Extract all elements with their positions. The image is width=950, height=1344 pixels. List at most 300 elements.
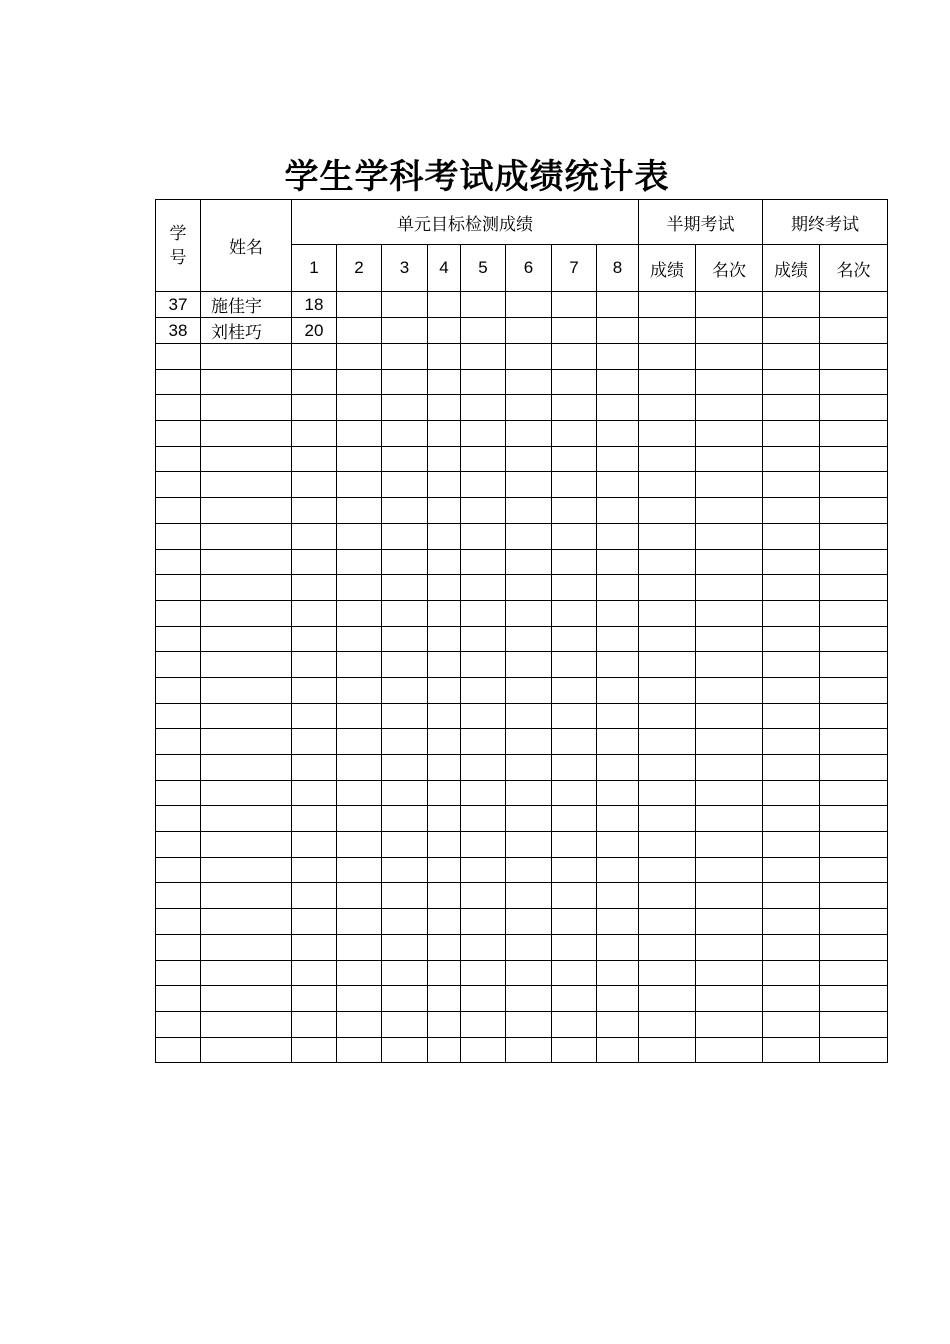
empty-cell bbox=[461, 575, 506, 601]
empty-cell bbox=[763, 498, 820, 524]
empty-cell bbox=[428, 857, 461, 883]
empty-cell bbox=[382, 780, 428, 806]
empty-cell bbox=[461, 909, 506, 935]
empty-cell bbox=[337, 832, 382, 858]
empty-cell bbox=[382, 883, 428, 909]
empty-cell bbox=[506, 857, 552, 883]
name-header: 姓名 bbox=[201, 200, 292, 292]
empty-cell bbox=[597, 1037, 639, 1063]
empty-cell bbox=[552, 677, 597, 703]
empty-cell bbox=[156, 780, 201, 806]
empty-cell bbox=[820, 703, 888, 729]
empty-cell bbox=[201, 986, 292, 1012]
empty-table-row bbox=[156, 883, 888, 909]
empty-cell bbox=[461, 472, 506, 498]
empty-table-row bbox=[156, 832, 888, 858]
empty-cell bbox=[337, 1011, 382, 1037]
empty-cell bbox=[337, 677, 382, 703]
unit-header-5: 5 bbox=[461, 245, 506, 292]
empty-cell bbox=[696, 909, 763, 935]
empty-cell bbox=[763, 575, 820, 601]
empty-cell bbox=[292, 600, 337, 626]
empty-cell bbox=[428, 575, 461, 601]
empty-cell bbox=[552, 523, 597, 549]
empty-cell bbox=[506, 703, 552, 729]
empty-cell bbox=[156, 395, 201, 421]
empty-cell bbox=[156, 806, 201, 832]
empty-cell bbox=[552, 1011, 597, 1037]
empty-cell bbox=[820, 344, 888, 370]
empty-cell bbox=[506, 626, 552, 652]
unit-test-group-header: 单元目标检测成绩 bbox=[292, 200, 639, 245]
empty-cell bbox=[506, 523, 552, 549]
empty-cell bbox=[763, 780, 820, 806]
empty-cell bbox=[552, 934, 597, 960]
empty-cell bbox=[337, 498, 382, 524]
empty-cell bbox=[337, 934, 382, 960]
empty-cell bbox=[639, 472, 696, 498]
empty-cell bbox=[552, 446, 597, 472]
empty-cell bbox=[763, 677, 820, 703]
empty-cell bbox=[201, 523, 292, 549]
empty-cell bbox=[156, 549, 201, 575]
empty-cell bbox=[382, 446, 428, 472]
empty-cell bbox=[428, 832, 461, 858]
empty-cell bbox=[382, 909, 428, 935]
empty-cell bbox=[337, 729, 382, 755]
empty-cell bbox=[552, 369, 597, 395]
empty-cell bbox=[506, 1011, 552, 1037]
empty-cell bbox=[763, 883, 820, 909]
empty-cell bbox=[506, 806, 552, 832]
empty-cell bbox=[639, 421, 696, 447]
table-row bbox=[156, 318, 888, 344]
empty-cell bbox=[763, 986, 820, 1012]
empty-cell bbox=[428, 986, 461, 1012]
empty-cell bbox=[201, 446, 292, 472]
empty-cell bbox=[597, 909, 639, 935]
empty-cell bbox=[506, 677, 552, 703]
empty-table-row bbox=[156, 677, 888, 703]
empty-cell bbox=[506, 344, 552, 370]
empty-cell bbox=[201, 575, 292, 601]
empty-cell bbox=[461, 652, 506, 678]
empty-cell bbox=[597, 1011, 639, 1037]
empty-cell bbox=[201, 934, 292, 960]
empty-cell bbox=[506, 421, 552, 447]
unit-header-2: 2 bbox=[337, 245, 382, 292]
empty-cell bbox=[156, 729, 201, 755]
empty-cell bbox=[763, 806, 820, 832]
empty-cell bbox=[292, 395, 337, 421]
empty-cell bbox=[696, 369, 763, 395]
empty-cell bbox=[461, 600, 506, 626]
empty-cell bbox=[337, 421, 382, 447]
empty-cell bbox=[696, 472, 763, 498]
empty-cell bbox=[382, 806, 428, 832]
empty-cell bbox=[428, 344, 461, 370]
unit-1-score-cell: 18 bbox=[292, 292, 337, 318]
empty-cell bbox=[292, 780, 337, 806]
empty-cell bbox=[337, 523, 382, 549]
empty-cell bbox=[820, 677, 888, 703]
empty-table-row bbox=[156, 1011, 888, 1037]
empty-cell bbox=[820, 446, 888, 472]
empty-cell bbox=[763, 472, 820, 498]
empty-cell bbox=[292, 986, 337, 1012]
empty-cell bbox=[201, 909, 292, 935]
empty-cell bbox=[382, 344, 428, 370]
empty-cell bbox=[292, 960, 337, 986]
empty-cell bbox=[696, 344, 763, 370]
empty-cell bbox=[696, 729, 763, 755]
empty-cell bbox=[201, 960, 292, 986]
empty-rows-body bbox=[156, 344, 888, 1063]
empty-cell bbox=[201, 600, 292, 626]
empty-cell bbox=[382, 549, 428, 575]
page-title: 学生学科考试成绩统计表 bbox=[284, 157, 670, 197]
empty-cell bbox=[696, 677, 763, 703]
empty-cell bbox=[696, 960, 763, 986]
unit-1-score-cell: 20 bbox=[292, 318, 337, 344]
empty-cell bbox=[820, 600, 888, 626]
empty-cell bbox=[506, 960, 552, 986]
empty-cell bbox=[597, 369, 639, 395]
empty-table-row bbox=[156, 806, 888, 832]
empty-table-row bbox=[156, 395, 888, 421]
header-row-1 bbox=[156, 200, 888, 245]
empty-cell bbox=[597, 421, 639, 447]
empty-cell bbox=[382, 652, 428, 678]
empty-cell bbox=[597, 703, 639, 729]
empty-cell bbox=[639, 934, 696, 960]
empty-cell bbox=[156, 960, 201, 986]
empty-cell bbox=[292, 523, 337, 549]
empty-cell bbox=[820, 575, 888, 601]
empty-cell bbox=[639, 703, 696, 729]
empty-cell bbox=[201, 626, 292, 652]
empty-cell bbox=[292, 832, 337, 858]
empty-table-row bbox=[156, 498, 888, 524]
empty-cell bbox=[763, 934, 820, 960]
empty-cell bbox=[696, 1037, 763, 1063]
empty-cell bbox=[292, 729, 337, 755]
empty-cell bbox=[461, 498, 506, 524]
empty-cell bbox=[552, 883, 597, 909]
empty-cell bbox=[506, 600, 552, 626]
empty-cell bbox=[597, 498, 639, 524]
empty-cell bbox=[461, 934, 506, 960]
empty-cell bbox=[156, 652, 201, 678]
empty-cell bbox=[696, 600, 763, 626]
empty-cell bbox=[201, 729, 292, 755]
empty-cell bbox=[156, 883, 201, 909]
empty-cell bbox=[552, 575, 597, 601]
empty-cell bbox=[820, 934, 888, 960]
empty-cell bbox=[696, 498, 763, 524]
empty-table-row bbox=[156, 575, 888, 601]
empty-cell bbox=[156, 677, 201, 703]
empty-cell bbox=[461, 395, 506, 421]
empty-cell bbox=[337, 344, 382, 370]
empty-cell bbox=[820, 729, 888, 755]
empty-cell bbox=[597, 677, 639, 703]
empty-cell bbox=[696, 780, 763, 806]
empty-cell bbox=[201, 652, 292, 678]
empty-cell bbox=[763, 446, 820, 472]
empty-table-row bbox=[156, 600, 888, 626]
empty-cell bbox=[820, 395, 888, 421]
empty-cell bbox=[552, 909, 597, 935]
empty-cell bbox=[696, 703, 763, 729]
empty-cell bbox=[428, 498, 461, 524]
empty-cell bbox=[820, 857, 888, 883]
empty-cell bbox=[597, 960, 639, 986]
empty-cell bbox=[597, 575, 639, 601]
empty-cell bbox=[382, 677, 428, 703]
empty-cell bbox=[382, 600, 428, 626]
empty-table-row bbox=[156, 369, 888, 395]
empty-cell bbox=[696, 395, 763, 421]
empty-cell bbox=[552, 755, 597, 781]
empty-cell bbox=[506, 652, 552, 678]
empty-table-row bbox=[156, 857, 888, 883]
unit-header-7: 7 bbox=[552, 245, 597, 292]
empty-cell bbox=[552, 986, 597, 1012]
empty-cell bbox=[428, 369, 461, 395]
empty-cell bbox=[820, 909, 888, 935]
empty-table-row bbox=[156, 934, 888, 960]
empty-cell bbox=[201, 395, 292, 421]
midterm-rank-header: 名次 bbox=[696, 245, 763, 292]
empty-cell bbox=[461, 703, 506, 729]
empty-cell bbox=[337, 575, 382, 601]
empty-cell bbox=[820, 806, 888, 832]
empty-cell bbox=[597, 806, 639, 832]
empty-cell bbox=[461, 986, 506, 1012]
empty-cell bbox=[506, 549, 552, 575]
empty-cell bbox=[428, 806, 461, 832]
empty-cell bbox=[763, 960, 820, 986]
empty-cell bbox=[461, 729, 506, 755]
empty-cell bbox=[696, 626, 763, 652]
empty-cell bbox=[428, 909, 461, 935]
empty-cell bbox=[156, 909, 201, 935]
empty-cell bbox=[820, 549, 888, 575]
empty-cell bbox=[763, 703, 820, 729]
student-id-cell: 38 bbox=[156, 318, 201, 344]
score-table bbox=[155, 199, 888, 1063]
empty-cell bbox=[639, 960, 696, 986]
empty-cell bbox=[201, 344, 292, 370]
empty-cell bbox=[597, 344, 639, 370]
empty-cell bbox=[696, 523, 763, 549]
empty-cell bbox=[461, 369, 506, 395]
empty-cell bbox=[428, 395, 461, 421]
empty-cell bbox=[597, 600, 639, 626]
empty-cell bbox=[156, 575, 201, 601]
empty-table-row bbox=[156, 652, 888, 678]
empty-cell bbox=[292, 369, 337, 395]
empty-cell bbox=[552, 1037, 597, 1063]
empty-cell bbox=[506, 780, 552, 806]
empty-cell bbox=[461, 626, 506, 652]
empty-cell bbox=[201, 780, 292, 806]
empty-cell bbox=[820, 652, 888, 678]
empty-cell bbox=[820, 523, 888, 549]
empty-cell bbox=[292, 755, 337, 781]
empty-cell bbox=[382, 523, 428, 549]
empty-cell bbox=[201, 703, 292, 729]
empty-cell bbox=[763, 857, 820, 883]
empty-cell bbox=[201, 472, 292, 498]
empty-cell bbox=[156, 1011, 201, 1037]
empty-cell bbox=[156, 986, 201, 1012]
empty-cell bbox=[639, 806, 696, 832]
empty-cell bbox=[201, 1037, 292, 1063]
empty-cell bbox=[506, 729, 552, 755]
empty-cell bbox=[506, 755, 552, 781]
empty-cell bbox=[506, 369, 552, 395]
empty-cell bbox=[428, 523, 461, 549]
empty-cell bbox=[292, 472, 337, 498]
final-score-header: 成绩 bbox=[763, 245, 820, 292]
empty-cell bbox=[337, 883, 382, 909]
empty-cell bbox=[639, 755, 696, 781]
empty-cell bbox=[292, 909, 337, 935]
empty-cell bbox=[763, 909, 820, 935]
empty-cell bbox=[639, 1037, 696, 1063]
empty-cell bbox=[639, 498, 696, 524]
empty-cell bbox=[337, 703, 382, 729]
empty-cell bbox=[506, 934, 552, 960]
empty-cell bbox=[201, 832, 292, 858]
id-header bbox=[156, 200, 201, 292]
empty-cell bbox=[292, 549, 337, 575]
empty-cell bbox=[763, 832, 820, 858]
empty-cell bbox=[201, 421, 292, 447]
empty-cell bbox=[461, 780, 506, 806]
empty-cell bbox=[428, 703, 461, 729]
empty-cell bbox=[337, 626, 382, 652]
empty-cell bbox=[639, 909, 696, 935]
empty-cell bbox=[820, 1037, 888, 1063]
empty-cell bbox=[428, 472, 461, 498]
empty-cell bbox=[552, 600, 597, 626]
empty-cell bbox=[696, 883, 763, 909]
empty-cell bbox=[428, 729, 461, 755]
empty-cell bbox=[337, 600, 382, 626]
empty-cell bbox=[337, 857, 382, 883]
empty-cell bbox=[696, 755, 763, 781]
empty-cell bbox=[382, 857, 428, 883]
empty-cell bbox=[696, 446, 763, 472]
empty-cell bbox=[820, 626, 888, 652]
empty-cell bbox=[461, 523, 506, 549]
empty-cell bbox=[382, 626, 428, 652]
empty-cell bbox=[763, 395, 820, 421]
empty-cell bbox=[292, 1037, 337, 1063]
empty-cell bbox=[337, 472, 382, 498]
empty-cell bbox=[292, 446, 337, 472]
empty-cell bbox=[428, 600, 461, 626]
empty-cell bbox=[820, 498, 888, 524]
empty-cell bbox=[428, 626, 461, 652]
empty-cell bbox=[292, 626, 337, 652]
empty-cell bbox=[156, 832, 201, 858]
empty-cell bbox=[639, 780, 696, 806]
empty-cell bbox=[201, 755, 292, 781]
empty-cell bbox=[597, 446, 639, 472]
empty-cell bbox=[696, 832, 763, 858]
empty-cell bbox=[597, 729, 639, 755]
empty-cell bbox=[696, 652, 763, 678]
empty-cell bbox=[337, 446, 382, 472]
empty-cell bbox=[156, 626, 201, 652]
empty-cell bbox=[156, 703, 201, 729]
empty-cell bbox=[461, 421, 506, 447]
empty-cell bbox=[428, 934, 461, 960]
empty-cell bbox=[292, 421, 337, 447]
empty-cell bbox=[461, 857, 506, 883]
empty-cell bbox=[506, 575, 552, 601]
empty-cell bbox=[696, 421, 763, 447]
empty-cell bbox=[639, 883, 696, 909]
unit-header-1: 1 bbox=[292, 245, 337, 292]
empty-cell bbox=[428, 421, 461, 447]
id-header-char-2: 号 bbox=[169, 247, 187, 268]
empty-cell bbox=[820, 986, 888, 1012]
empty-cell bbox=[552, 652, 597, 678]
empty-cell bbox=[428, 446, 461, 472]
empty-cell bbox=[639, 986, 696, 1012]
empty-cell bbox=[506, 909, 552, 935]
empty-cell bbox=[639, 832, 696, 858]
empty-cell bbox=[506, 446, 552, 472]
empty-cell bbox=[597, 857, 639, 883]
empty-table-row bbox=[156, 755, 888, 781]
empty-cell bbox=[597, 652, 639, 678]
empty-cell bbox=[506, 986, 552, 1012]
empty-cell bbox=[428, 652, 461, 678]
empty-cell bbox=[461, 806, 506, 832]
empty-cell bbox=[382, 832, 428, 858]
empty-cell bbox=[292, 703, 337, 729]
empty-cell bbox=[639, 549, 696, 575]
empty-cell bbox=[639, 523, 696, 549]
empty-cell bbox=[763, 729, 820, 755]
empty-cell bbox=[696, 934, 763, 960]
empty-cell bbox=[461, 549, 506, 575]
empty-cell bbox=[337, 780, 382, 806]
empty-table-row bbox=[156, 472, 888, 498]
empty-cell bbox=[597, 472, 639, 498]
empty-cell bbox=[461, 832, 506, 858]
empty-cell bbox=[292, 883, 337, 909]
empty-table-row bbox=[156, 1037, 888, 1063]
empty-cell bbox=[461, 1037, 506, 1063]
empty-cell bbox=[461, 446, 506, 472]
empty-cell bbox=[337, 909, 382, 935]
empty-table-row bbox=[156, 986, 888, 1012]
empty-cell bbox=[763, 626, 820, 652]
empty-cell bbox=[201, 677, 292, 703]
empty-cell bbox=[763, 1011, 820, 1037]
empty-cell bbox=[382, 755, 428, 781]
empty-cell bbox=[337, 960, 382, 986]
empty-cell bbox=[552, 626, 597, 652]
empty-cell bbox=[292, 575, 337, 601]
